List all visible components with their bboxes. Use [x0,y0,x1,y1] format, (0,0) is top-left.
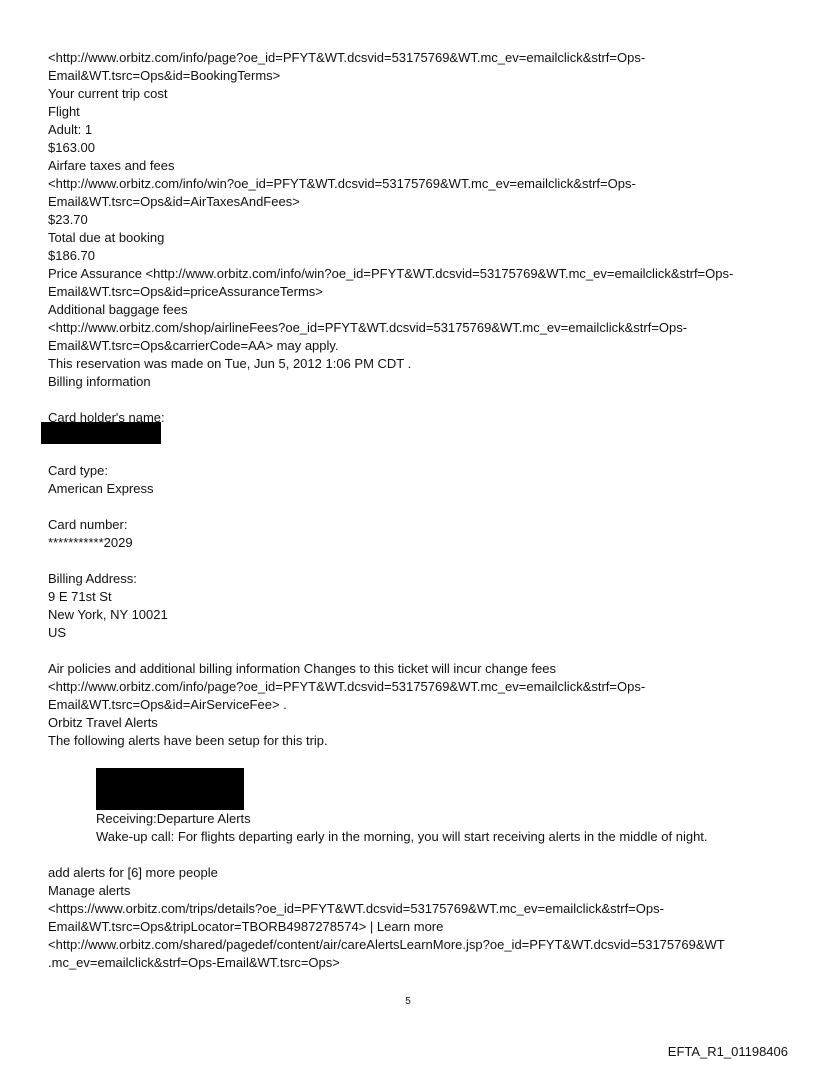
alert-block [48,768,788,846]
alert-wakeup: Wake-up call: For flights departing early in the morning, you will start receiving alerts in the middle of night. [96,829,708,844]
trip-cost-heading: Your current trip cost [48,86,168,101]
adult-count: Adult: 1 [48,122,93,137]
reservation-date: This reservation was made on Tue, Jun 5, 2012 1:06 PM CDT . [48,356,412,371]
document-page [48,49,788,972]
card-number-value: ***********2029 [48,535,133,550]
taxes-link-line1[interactable]: <http://www.orbitz.com/info/win?oe_id=PFYT&WT.dcsvid=53175769&WT.mc_ev=emailclick&strf=Ops- [48,176,636,191]
policies-section [48,660,788,750]
flight-label: Flight [48,104,80,119]
alerts-intro: The following alerts have been setup for this trip. [48,733,328,748]
bates-number: EFTA_R1_01198406 [667,1044,788,1059]
card-holder-label: Card holder's name: [48,410,165,425]
booking-terms-link-line1[interactable]: <http://www.orbitz.com/info/page?oe_id=PFYT&WT.dcsvid=53175769&WT.mc_ev=emailclick&strf=Ops- [48,50,646,65]
total-due-amount: $186.70 [48,248,95,263]
address-line1: 9 E 71st St [48,589,112,604]
page-number: 5 [405,996,411,1007]
service-fee-link-line2[interactable]: Email&WT.tsrc=Ops&id=AirServiceFee> . [48,697,287,712]
manage-alerts-link-line1[interactable]: <https://www.orbitz.com/trips/details?oe_id=PFYT&WT.dcsvid=53175769&WT.mc_ev=emailclick&strf=Ops- [48,901,664,916]
manage-alerts-section [48,864,788,972]
learn-more-link-line2[interactable]: .mc_ev=emailclick&strf=Ops-Email&WT.tsrc=Ops> [48,955,340,970]
manage-alerts-link-line2[interactable]: Email&WT.tsrc=Ops&tripLocator=TBORB4987278574> | Learn more [48,919,444,934]
redaction-box [96,768,244,810]
total-due-label: Total due at booking [48,230,165,245]
flight-price: $163.00 [48,140,95,155]
billing-heading: Billing information [48,374,151,389]
price-assurance-link-line1[interactable]: Price Assurance <http://www.orbitz.com/info/win?oe_id=PFYT&WT.dcsvid=53175769&WT.mc_ev=emailclick&strf=Ops- [48,266,734,281]
baggage-fees-link-line2[interactable]: Email&WT.tsrc=Ops&carrierCode=AA> may apply. [48,338,339,353]
baggage-fees-label: Additional baggage fees [48,302,188,317]
address-country: US [48,625,67,640]
billing-section [48,409,788,642]
travel-alerts-heading: Orbitz Travel Alerts [48,715,158,730]
trip-cost-section [48,49,788,391]
baggage-fees-link-line1[interactable]: <http://www.orbitz.com/shop/airlineFees?oe_id=PFYT&WT.dcsvid=53175769&WT.mc_ev=emailclick&strf=Ops- [48,320,688,335]
taxes-label: Airfare taxes and fees [48,158,175,173]
address-line2: New York, NY 10021 [48,607,168,622]
card-type-label: Card type: [48,463,108,478]
learn-more-link-line1[interactable]: <http://www.orbitz.com/shared/pagedef/content/air/careAlertsLearnMore.jsp?oe_id=PFYT&WT.dcsvid=53175769&WT [48,937,725,952]
service-fee-link-line1[interactable]: <http://www.orbitz.com/info/page?oe_id=PFYT&WT.dcsvid=53175769&WT.mc_ev=emailclick&strf=Ops- [48,679,646,694]
price-assurance-link-line2[interactable]: Email&WT.tsrc=Ops&id=priceAssuranceTerms> [48,284,323,299]
card-number-label: Card number: [48,517,128,532]
booking-terms-link-line2[interactable]: Email&WT.tsrc=Ops&id=BookingTerms> [48,68,281,83]
billing-address-label: Billing Address: [48,571,137,586]
alert-receiving: Receiving:Departure Alerts [96,811,251,826]
taxes-amount: $23.70 [48,212,88,227]
manage-alerts-label: Manage alerts [48,883,131,898]
policies-text: Air policies and additional billing information Changes to this ticket will incur change fees [48,661,556,676]
taxes-link-line2[interactable]: Email&WT.tsrc=Ops&id=AirTaxesAndFees> [48,194,300,209]
card-type-value: American Express [48,481,154,496]
add-alerts-link[interactable]: add alerts for [6] more people [48,865,218,880]
